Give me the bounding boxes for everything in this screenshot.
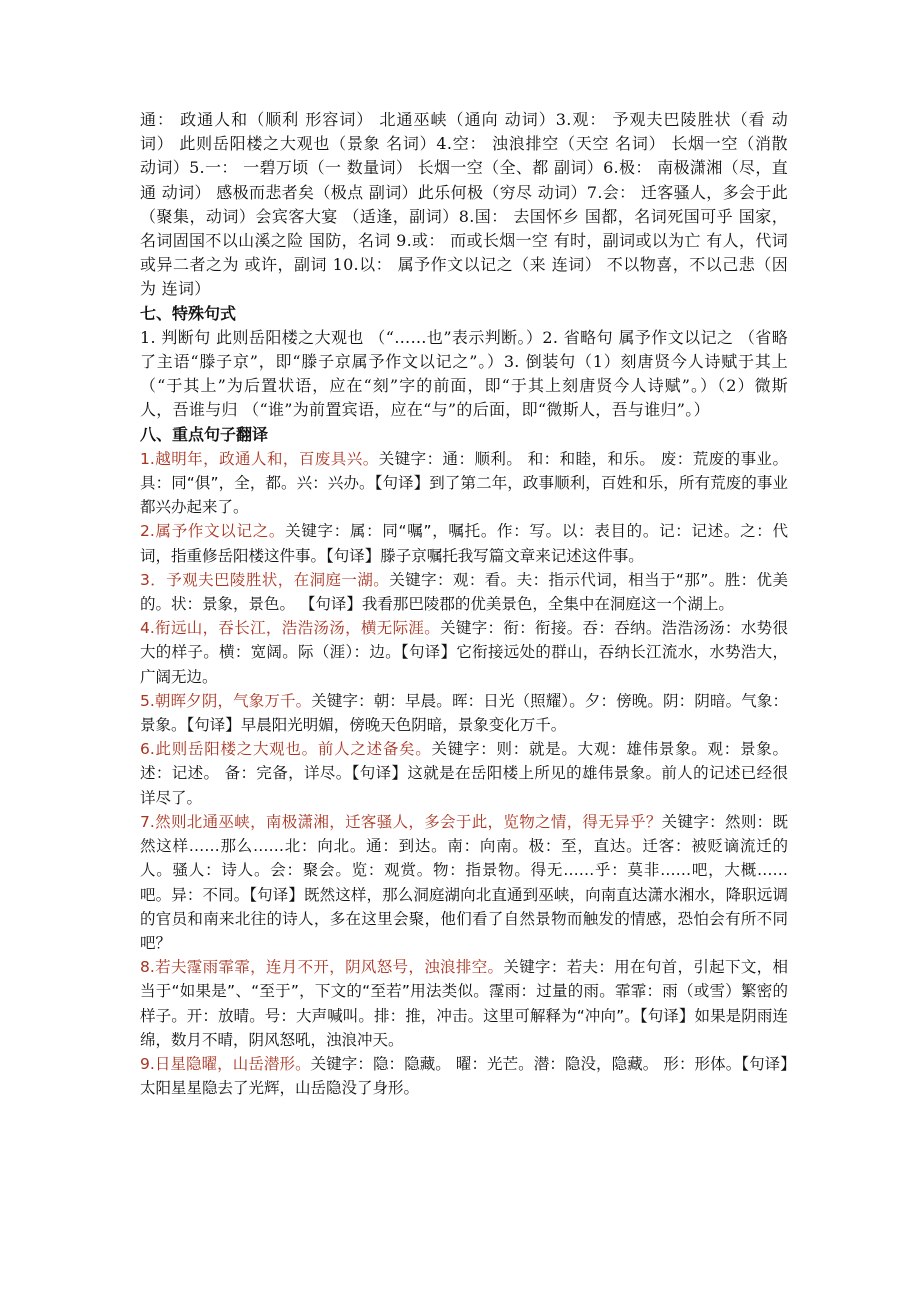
original-sentence: 2.属予作文以记之。 xyxy=(140,522,286,541)
special-sentences-paragraph: 1. 判断句 此则岳阳楼之大观也 （“……也”表示判断。）2. 省略句 属予作文以记之 （省略了主语“滕子京”，即“滕子京属予作文以记之”。）3. 倒装句（1）刻唐贤今人诗赋于其上 （“于其上”为后置状语，应在“刻”字的前面，即“于其上刻唐贤今人诗赋”。）（2）微斯人，吾谁与归 （“谁”为前置宾语，应在“与”的后面，即“微斯人，吾与谁归”。） xyxy=(140,327,788,420)
original-sentence: 7.然则北通巫峡，南极潇湘，迁客骚人，多会于此，览物之情，得无异乎？ xyxy=(140,812,662,831)
translation-item xyxy=(140,568,788,616)
original-sentence: 6.此则岳阳楼之大观也。前人之述备矣。 xyxy=(140,740,432,759)
sentence-notes: 关键字：观：看。夫：指示代词，相当于“那”。胜：优美的。状：景象，景色。 【句译】我看那巴陵郡的优美景色，全集中在洞庭这一个湖上。 xyxy=(140,570,788,614)
translation-item xyxy=(140,737,788,810)
sentence-notes: 关键字：衔：衔接。吞：吞纳。浩浩汤汤：水势很大的样子。横：宽阔。际（涯）：边。【句译】它衔接远处的群山，吞纳长江流水，水势浩大，广阔无边。 xyxy=(140,619,788,686)
sentence-notes: 关键字：通：顺利。 和：和睦，和乐。 废：荒废的事业。 具：同“俱”，全，都。兴：兴办。【句译】到了第二年，政事顺利，百姓和乐，所有荒废的事业都兴办起来了。 xyxy=(140,449,788,517)
section-title-key-translations: 八、重点句子翻译 xyxy=(140,424,269,444)
translation-item xyxy=(140,689,788,737)
original-sentence: 9.日星隐曜，山岳潜形。 xyxy=(140,1054,311,1073)
sentence-notes: 关键字：则：就是。大观：雄伟景象。观：景象。述：记述。 备：完备，详尽。【句译】这就是在岳阳楼上所见的雄伟景象。前人的记述已经很详尽了。 xyxy=(140,740,788,807)
translation-item xyxy=(140,519,788,567)
sentence-notes: 关键字：然则：既然这样……那么……北：向北。通：到达。南：向南。极：至，直达。迁客：被贬谪流迁的人。骚人：诗人。会：聚会。览：观赏。物：指景物。得无……乎：莫非……吧，大概……吧。异：不同。【句译】既然这样，那么洞庭湖向北直通到巫峡，向南直达潇水湘水，降职远调的官员和南来北往的诗人，多在这里会聚，他们看了自然景物而触发的情感，恐怕会有所不同吧？ xyxy=(140,812,788,952)
original-sentence: 3．予观夫巴陵胜状，在洞庭一湖。 xyxy=(140,570,390,589)
translation-item xyxy=(140,955,788,1052)
translation-item xyxy=(140,810,788,955)
original-sentence: 8.若夫霪雨霏霏，连月不开，阴风怒号，浊浪排空。 xyxy=(140,958,504,977)
original-sentence: 1.越明年，政通人和，百废具兴。 xyxy=(140,449,379,468)
translation-list xyxy=(140,447,788,1100)
original-sentence: 5.朝晖夕阴，气象万千。 xyxy=(140,691,312,710)
sentence-notes: 关键字：若夫：用在句首，引起下文，相当于“如果是”、“至于”，下文的“至若”用法类似。霪雨：过量的雨。霏霏：雨（或雪）繁密的样子。开：放晴。号：大声喊叫。排：推，冲击。这里可解释为“冲向”。【句译】如果是阴雨连绵，数月不晴，阴风怒吼，浊浪冲天。 xyxy=(140,958,788,1049)
sentence-notes: 关键字：隐：隐藏。 曜：光芒。潜：隐没，隐藏。 形：形体。【句译】太阳星星隐去了光辉，山岳隐没了身形。 xyxy=(140,1054,789,1098)
vocabulary-paragraph: 通： 政通人和（顺利 形容词） 北通巫峡（通向 动词）3.观： 予观夫巴陵胜状（看 动词） 此则岳阳楼之大观也（景象 名词）4.空： 浊浪排空（天空 名词） 长烟一空（消散 动词）5.一： 一碧万顷（一 数量词） 长烟一空（全、都 副词）6.极： 南极潇湘（尽，直通 动词） 感极而悲者矣（极点 副词）此乐何极（穷尽 动词）7.会： 迁客骚人，多会于此 （聚集，动词）会宾客大宴 （适逢，副词）8.国： 去国怀乡 国都，名词死国可乎 国家，名词固国不以山溪之险 国防，名词 9.或： 而或长烟一空 有时，副词或以为亡 有人，代词或异二者之为 或许，副词 10.以： 属予作文以记之（来 连词） 不以物喜，不以己悲（因为 连词） xyxy=(140,110,788,299)
document-page xyxy=(140,108,788,1100)
sentence-notes: 关键字：属：同“嘱”，嘱托。作：写。以：表目的。记：记述。之：代词，指重修岳阳楼这件事。【句译】滕子京嘱托我写篇文章来记述这件事。 xyxy=(140,522,788,565)
translation-item xyxy=(140,447,788,520)
original-sentence: 4.衔远山，吞长江，浩浩汤汤，横无际涯。 xyxy=(140,619,441,638)
translation-item xyxy=(140,616,788,689)
sentence-notes: 关键字：朝：早晨。晖：日光（照耀）。夕：傍晚。阴：阴暗。气象：景象。【句译】早晨阳光明媚，傍晚天色阴暗，景象变化万千。 xyxy=(140,691,788,735)
translation-item xyxy=(140,1052,788,1100)
section-title-special-sentences: 七、特殊句式 xyxy=(140,303,237,323)
